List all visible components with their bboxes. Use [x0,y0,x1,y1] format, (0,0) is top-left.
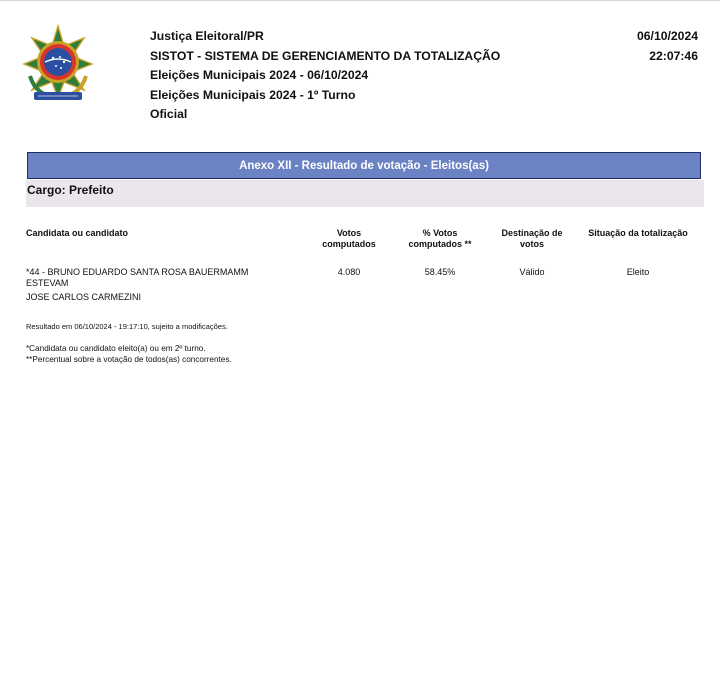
col-header-candidate: Candidata ou candidato [26,228,129,238]
col-header-votes-line2: computados [322,239,376,249]
report-header [150,27,500,125]
col-header-destination-line2: votos [519,239,544,249]
cargo-label: Cargo: Prefeito [26,180,704,207]
col-header-votes-line1: Votos [336,228,362,238]
col-header-votes [310,228,388,250]
col-header-percent-line2: computados ** [408,239,472,249]
row-candidate-name: *44 - BRUNO EDUARDO SANTA ROSA BAUERMAMM ESTEVAM [26,267,249,288]
report-time: 22:07:46 [649,48,698,63]
row-destination: Válido [519,267,545,277]
col-header-percent [398,228,482,250]
brazil-coat-of-arms-icon [22,24,94,104]
row-vice-candidate: JOSE CARLOS CARMEZINI [26,292,142,302]
col-header-destination-line1: Destinação de [501,228,563,238]
official-status: Oficial [150,107,188,121]
footnote-elected: *Candidata ou candidato eleito(a) ou em 2º turno. [26,344,206,353]
footnote-percentage: **Percentual sobre a votação de todos(as) concorrentes. [26,355,232,364]
col-header-percent-line1: % Votos [422,228,458,238]
report-date: 06/10/2024 [637,29,698,43]
page-top-border [0,0,720,1]
election-line-1: Eleições Municipais 2024 - 06/10/2024 [150,68,369,82]
result-note: Resultado em 06/10/2024 - 19:17:10, sujeito a modificações. [26,322,228,331]
org-name: Justiça Eleitoral/PR [150,29,264,43]
system-name: SISTOT - SISTEMA DE GERENCIAMENTO DA TOTALIZAÇÃO [150,48,501,63]
annex-banner: Anexo XII - Resultado de votação - Eleitos(as) [27,152,701,179]
col-header-situation: Situação da totalização [588,228,688,238]
row-votes: 4.080 [337,267,361,277]
row-situation: Eleito [626,267,650,277]
footnotes [26,343,232,365]
report-datetime [637,27,698,66]
election-line-2: Eleições Municipais 2024 - 1º Turno [150,87,356,102]
row-percent: 58.45% [424,267,456,277]
col-header-destination [494,228,570,250]
